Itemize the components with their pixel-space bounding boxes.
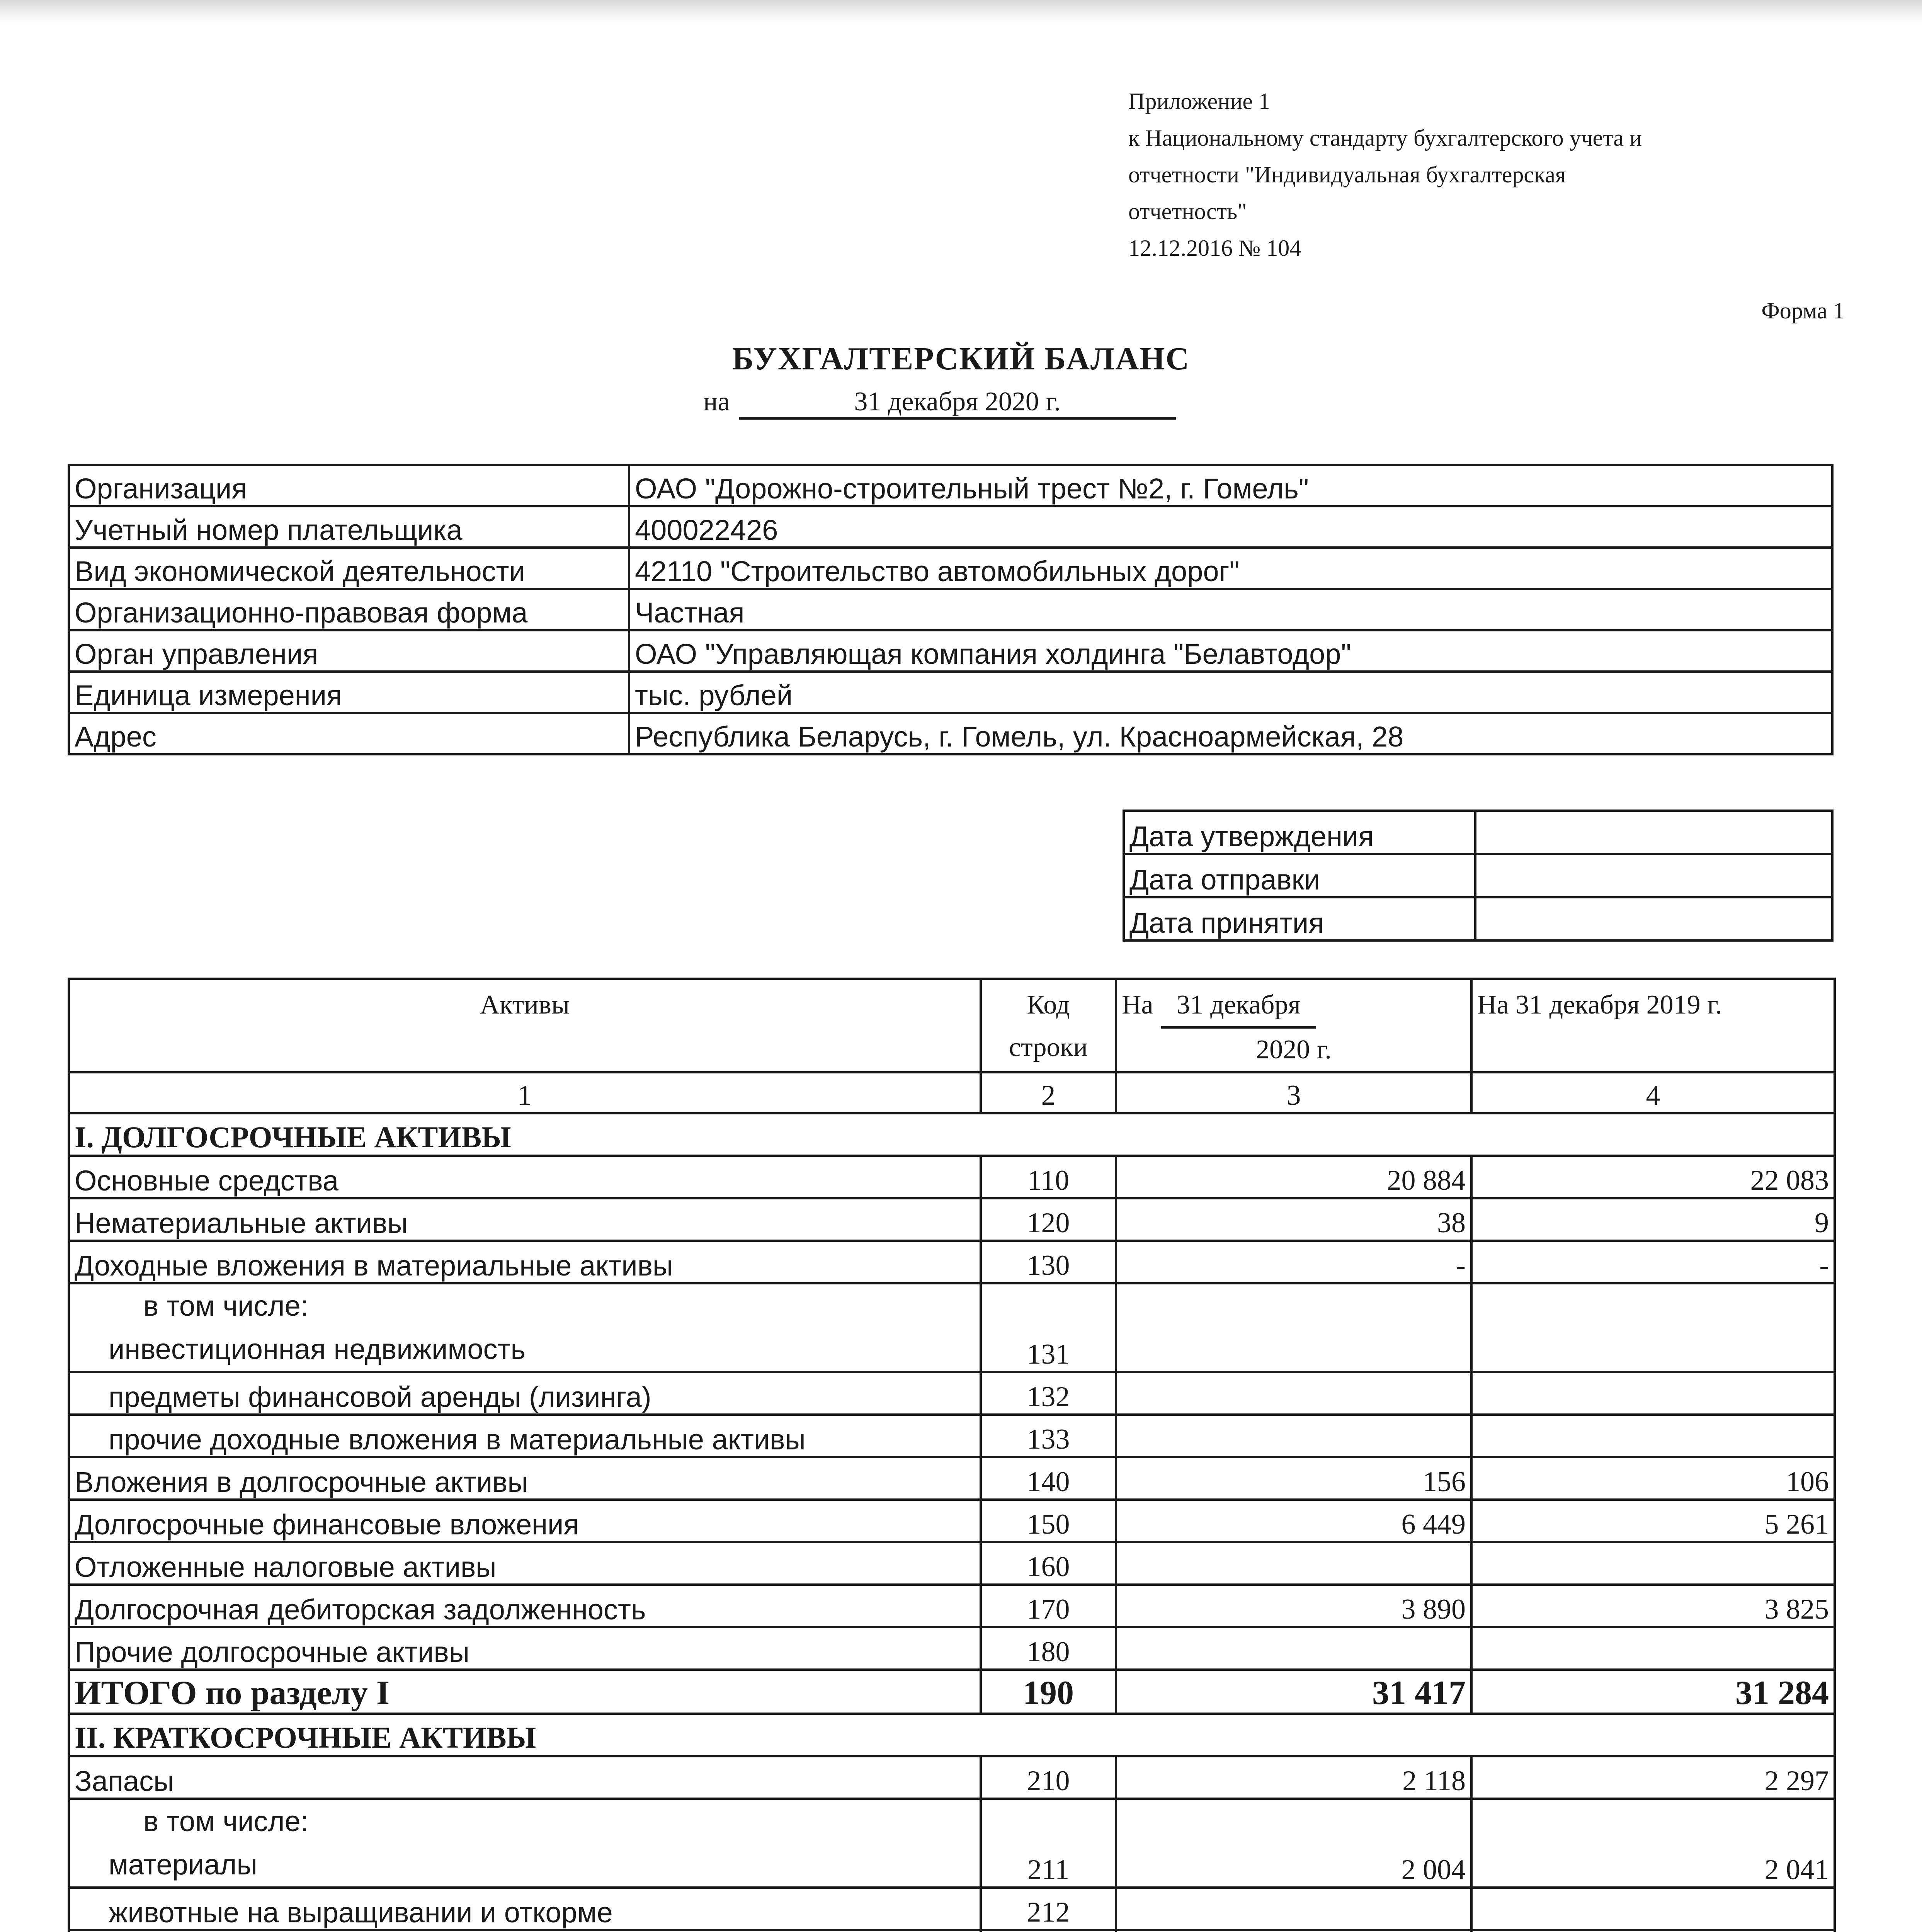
row-name: прочие доходные вложения в материальные активы [69,1415,981,1457]
row-name: животные на выращивании и откорме [69,1888,981,1930]
row-current [1116,1542,1471,1585]
row-code: 140 [981,1457,1116,1500]
header-current-period [1116,979,1471,1072]
table-row [69,1156,1835,1198]
section-heading [69,1113,1835,1156]
info-label: Единица измерения [69,672,629,713]
report-date-line [703,386,1176,420]
row-current [1116,1372,1471,1415]
row-name: Прочие долгосрочные активы [69,1627,981,1670]
header-code-line2: строки [1009,1032,1088,1062]
balance-sheet-table [68,978,1836,1932]
row-previous: - [1471,1241,1835,1283]
section-total-row [69,1670,1835,1714]
header-assets: Активы [69,979,981,1072]
info-value: 400022426 [629,506,1832,548]
table-row [69,1888,1835,1930]
row-name: ИТОГО по разделу I [69,1670,981,1714]
form-label: Форма 1 [1761,298,1845,323]
info-row [69,548,1832,589]
info-value: ОАО "Управляющая компания холдинга "Белавтодор" [629,630,1832,672]
info-row [69,589,1832,630]
row-code [981,1930,1116,1932]
header-current-prefix: На [1122,990,1153,1020]
row-name: предметы финансовой аренды (лизинга) [69,1372,981,1415]
row-name: Вложения в долгосрочные активы [69,1457,981,1500]
section-title: I. ДОЛГОСРОЧНЫЕ АКТИВЫ [69,1113,1835,1156]
row-code: 120 [981,1198,1116,1241]
including-label: в том числе: [143,1805,309,1837]
row-previous [1471,1415,1835,1457]
row-previous: 3 825 [1471,1585,1835,1627]
row-current: 31 417 [1116,1670,1471,1714]
row-previous: 106 [1471,1457,1835,1500]
row-previous [1471,1372,1835,1415]
section-title: II. КРАТКОСРОЧНЫЕ АКТИВЫ [69,1714,1835,1756]
date-value [1475,897,1832,940]
row-code: 150 [981,1500,1116,1542]
info-row [69,506,1832,548]
column-number: 2 [981,1072,1116,1113]
row-name: Отложенные налоговые активы [69,1542,981,1585]
row-name: Доходные вложения в материальные активы [69,1241,981,1283]
document-title: БУХГАЛТЕРСКИЙ БАЛАНС [732,341,1190,377]
table-row [69,1372,1835,1415]
info-value: 42110 "Строительство автомобильных дорог" [629,548,1832,589]
report-date: 31 декабря 2020 г. [739,386,1176,420]
row-current: 2 118 [1116,1756,1471,1799]
date-row [1124,811,1832,854]
date-label: Дата принятия [1124,897,1475,940]
row-previous: 9 [1471,1198,1835,1241]
appendix-line: отчетности "Индивидуальная бухгалтерская [1128,162,1566,187]
appendix-note [1128,83,1642,267]
row-code: 132 [981,1372,1116,1415]
row-name: Долгосрочные финансовые вложения [69,1500,981,1542]
date-label: Дата отправки [1124,854,1475,897]
row-name: Основные средства [69,1156,981,1198]
row-name: Долгосрочная дебиторская задолженность [69,1585,981,1627]
row-previous [1471,1930,1835,1932]
info-value: Республика Беларусь, г. Гомель, ул. Красноармейская, 28 [629,713,1832,754]
date-prefix: на [703,387,730,417]
table-row [69,1756,1835,1799]
row-code: 212 [981,1888,1116,1930]
info-label: Организационно-правовая форма [69,589,629,630]
column-number: 1 [69,1072,981,1113]
table-row [69,1415,1835,1457]
info-value: ОАО "Дорожно-строительный трест №2, г. Гомель" [629,465,1832,506]
table-row [69,1585,1835,1627]
header-code [981,979,1116,1072]
row-current [1116,1283,1471,1372]
table-row [69,1457,1835,1500]
column-number: 4 [1471,1072,1835,1113]
row-code: 131 [981,1283,1116,1372]
info-row [69,713,1832,754]
submission-dates-table [1123,810,1834,942]
row-previous: 5 261 [1471,1500,1835,1542]
row-code: 160 [981,1542,1116,1585]
table-row [69,1241,1835,1283]
row-name [69,1799,981,1888]
section-heading [69,1714,1835,1756]
table-row [69,1542,1835,1585]
appendix-line: Приложение 1 [1128,88,1271,114]
row-code: 130 [981,1241,1116,1283]
row-current [1116,1415,1471,1457]
row-current: 38 [1116,1198,1471,1241]
row-current: 156 [1116,1457,1471,1500]
appendix-line: отчетность" [1128,199,1247,224]
appendix-line: к Национальному стандарту бухгалтерского учета и [1128,125,1642,151]
info-value: тыс. рублей [629,672,1832,713]
row-code: 210 [981,1756,1116,1799]
row-previous: 2 297 [1471,1756,1835,1799]
info-row [69,465,1832,506]
row-code: 211 [981,1799,1116,1888]
table-row [69,1283,1835,1372]
row-name: Запасы [69,1756,981,1799]
row-current: 2 004 [1116,1799,1471,1888]
row-current [1116,1888,1471,1930]
header-current-date: 31 декабря [1161,984,1316,1029]
table-row [69,1930,1835,1932]
row-code: 170 [981,1585,1116,1627]
info-label: Орган управления [69,630,629,672]
row-current: 6 449 [1116,1500,1471,1542]
column-numbers-row [69,1072,1835,1113]
header-code-line1: Код [1027,990,1070,1020]
row-previous [1471,1542,1835,1585]
row-name-text: инвестиционная недвижимость [109,1333,526,1365]
organization-info-table [68,464,1834,755]
date-label: Дата утверждения [1124,811,1475,854]
row-previous: 31 284 [1471,1670,1835,1714]
row-name: Нематериальные активы [69,1198,981,1241]
date-value [1475,854,1832,897]
appendix-line: 12.12.2016 № 104 [1128,235,1301,261]
scan-shadow [0,0,1922,23]
table-row [69,1799,1835,1888]
info-label: Вид экономической деятельности [69,548,629,589]
row-previous [1471,1627,1835,1670]
header-row [69,979,1835,1072]
row-previous [1471,1283,1835,1372]
row-code: 190 [981,1670,1116,1714]
header-previous-period: На 31 декабря 2019 г. [1471,979,1835,1072]
row-name [69,1283,981,1372]
info-label: Адрес [69,713,629,754]
row-previous: 22 083 [1471,1156,1835,1198]
table-row [69,1627,1835,1670]
info-label: Учетный номер плательщика [69,506,629,548]
row-current: 3 890 [1116,1585,1471,1627]
column-number: 3 [1116,1072,1471,1113]
row-name [69,1930,981,1932]
header-current-year: 2020 г. [1256,1035,1332,1065]
date-row [1124,854,1832,897]
row-name-text: материалы [109,1849,257,1881]
date-row [1124,897,1832,940]
row-previous [1471,1888,1835,1930]
including-label: в том числе: [143,1290,309,1322]
info-row [69,630,1832,672]
row-code: 110 [981,1156,1116,1198]
row-current [1116,1930,1471,1932]
date-value [1475,811,1832,854]
info-row [69,672,1832,713]
info-value: Частная [629,589,1832,630]
table-row [69,1198,1835,1241]
row-code: 133 [981,1415,1116,1457]
row-current: - [1116,1241,1471,1283]
row-previous: 2 041 [1471,1799,1835,1888]
row-current [1116,1627,1471,1670]
table-row [69,1500,1835,1542]
row-code: 180 [981,1627,1116,1670]
info-label: Организация [69,465,629,506]
row-current: 20 884 [1116,1156,1471,1198]
